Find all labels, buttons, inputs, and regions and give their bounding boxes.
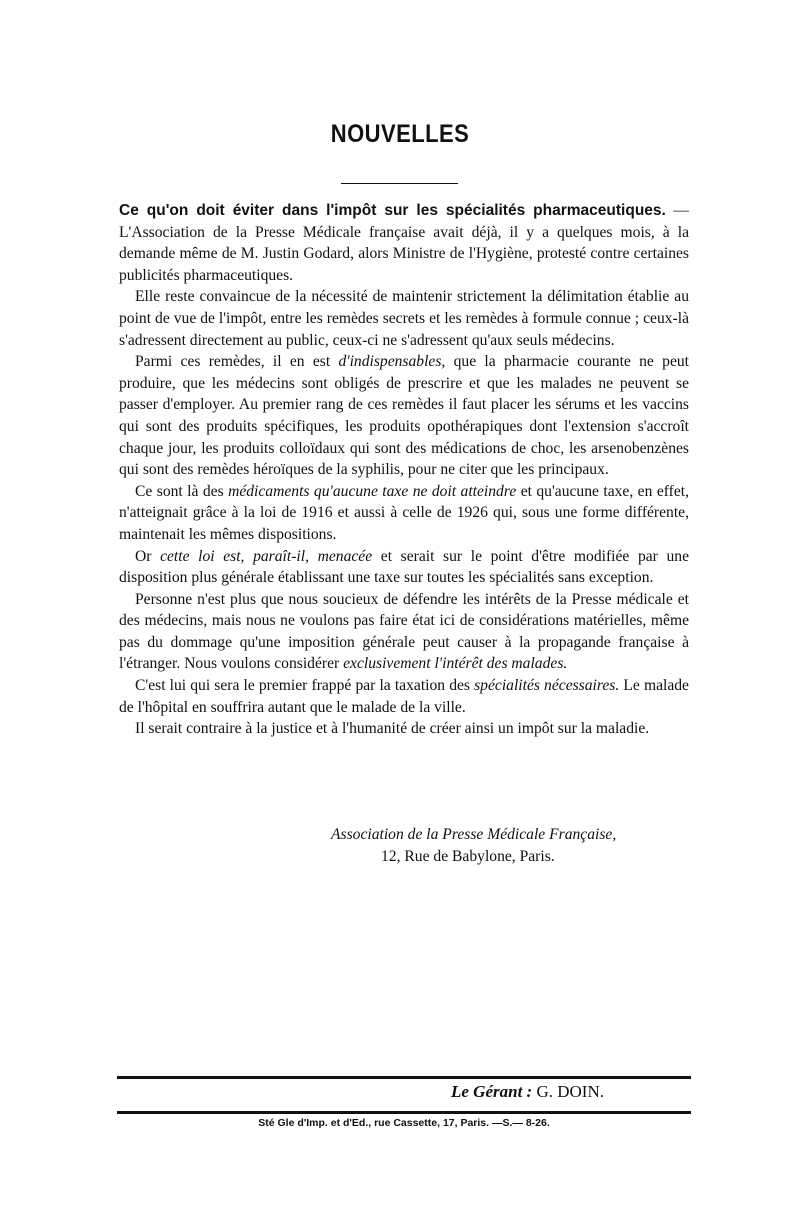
text-run: Or — [135, 547, 161, 565]
emphasis-text: cette loi est, paraît-il, menacée — [160, 547, 373, 565]
signature-address: 12, Rue de Babylone, Paris. — [381, 848, 555, 865]
article-paragraph-5 — [119, 546, 689, 589]
text-run: Parmi ces remèdes, il en est — [135, 353, 339, 371]
printer-imprint: Sté Gle d'Imp. et d'Ed., rue Cassette, 17, Paris. —S.— 8-26. — [258, 1117, 550, 1129]
footer-rule-bottom — [117, 1111, 691, 1114]
text-run: Ce sont là des — [135, 482, 229, 500]
article-paragraph-2: Elle reste convaincue de la nécessité de maintenir strictement la délimitation établie au point de vue de l'impôt, entre les remèdes secrets et les remèdes à formule connue ; ceux-là s'adressent directement au public, ceux-ci ne s'adressent qu'aux seuls médecins. — [119, 288, 689, 349]
article-paragraph-3 — [119, 351, 689, 481]
signature-organization: Association de la Presse Médicale Française, — [331, 826, 617, 843]
text-run: Le malade de l'hôpital en souffrira autant que le malade de la ville. — [119, 677, 689, 716]
article-paragraph-8: Il serait contraire à la justice et à l'humanité de créer ainsi un impôt sur la maladie. — [135, 720, 650, 738]
emphasis-text: d'indispensables, — [338, 353, 446, 371]
footer-rule-top — [117, 1076, 691, 1079]
manager-label: Le Gérant : — [451, 1082, 533, 1101]
emphasis-text: spécialités nécessaires. — [474, 677, 620, 695]
article-paragraph-4 — [119, 481, 689, 546]
article-paragraph-6 — [119, 589, 689, 675]
emphasis-text: exclusivement l'intérêt des malades. — [343, 655, 568, 673]
manager-line — [117, 1080, 604, 1104]
article-headline: Ce qu'on doit éviter dans l'impôt sur les spécialités pharmaceutiques. — [119, 202, 666, 219]
text-run: et qu'aucune taxe, en effet, n'atteignait grâce à la loi de 1916 et aussi à celle de 1926 qui, sous une forme différente, maintenait les mêmes dispositions. — [119, 482, 689, 543]
emphasis-text: médicaments qu'aucune taxe ne doit atteindre — [228, 482, 517, 500]
text-run: et serait sur le point d'être modifiée par une disposition plus générale établissant une taxe sur toutes les spécialités sans exception. — [119, 547, 689, 587]
article-paragraph-intro — [119, 200, 689, 286]
text-run: que la pharmacie courante ne peut produire, que les médecins sont obligés de prescrire et que les malades ne peuvent se passer d'employer. Au premier rang de ces remèdes il faut placer les sérums et les vaccins qui sont des produits spécifiques, les produits opothérapiques dont l'extension s'accroît chaque jour, les produits colloïdaux qui sont des médications de choc, les arsenobenzènes qui sont des remèdes héroïques de la syphilis, pour ne citer que les principaux. — [119, 353, 689, 479]
signature-block — [331, 824, 691, 868]
text-run: C'est lui qui sera le premier frappé par la taxation des — [135, 677, 475, 695]
article-intro-text: — L'Association de la Presse Médicale française avait déjà, il y a quelques mois, à la demande même de M. Justin Godard, alors Ministre de l'Hygiène, protesté contre certaines publicités pharmaceutiques. — [119, 202, 690, 284]
manager-name: G. DOIN. — [536, 1082, 604, 1101]
title-underline — [341, 183, 458, 184]
page-title: NOUVELLES — [330, 120, 470, 148]
article-body — [119, 200, 689, 740]
text-run: Personne n'est plus que nous soucieux de défendre les intérêts de la Presse médicale et des médecins, mais nous ne voulons pas faire état ici de considérations matérielles, même pas du dommage qu'une imposition générale peut causer à la propagande française à l'étranger. Nous voulons considérer — [119, 590, 689, 673]
article-paragraph-7 — [119, 675, 689, 718]
